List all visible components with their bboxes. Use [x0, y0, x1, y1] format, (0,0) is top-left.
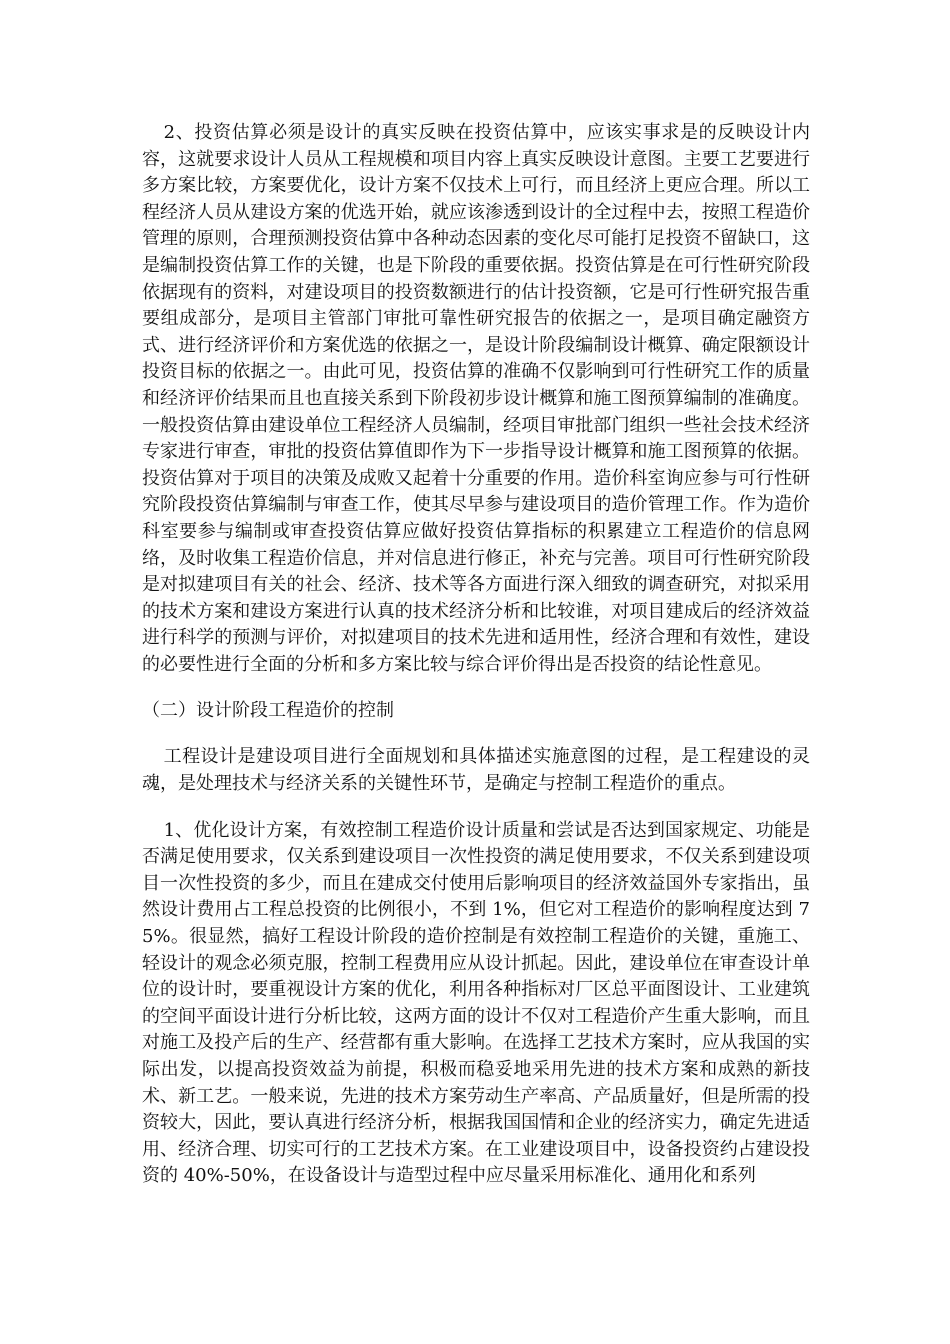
paragraph-optimize-design: 1、优化设计方案，有效控制工程造价设计质量和尝试是否达到国家规定、功能是否满足使用要求，仅关系到建设项目一次性投资的满足使用要求，不仅关系到建设项目一次性投资的多少，而且在建成交付使用后影响项目的经济效益国外专家指出，虽然设计费用占工程总投资的比例很小，不到 1%，但它对工程造价的影响程度达到 75%。很显然，搞好工程设计阶段的造价控制是有效控制工程造价的关键，重施工、轻设计的观念必须克服，控制工程费用应从设计抓起。因此，建设单位在审查设计单位的设计时，要重视设计方案的优化，利用各种指标对厂区总平面图设计、工业建筑的空间平面设计进行分析比较，这两方面的设计不仅对工程造价产生重大影响，而且对施工及投产后的生产、经营都有重大影响。在选择工艺技术方案时，应从我国的实际出发，以提高投资效益为前提，积极而稳妥地采用先进的技术方案和成熟的新技术、新工艺。一般来说，先进的技术方案劳动生产率高、产品质量好，但是所需的投资较大，因此，要认真进行经济分析，根据我国国情和企业的经济实力，确定先进适用、经济合理、切实可行的工艺技术方案。在工业建设项目中，设备投资约占建设投资的 40%-50%，在设备设计与造型过程中应尽量采用标准化、通用化和系列 — [142, 819, 810, 1187]
section-heading-design-stage: （二）设计阶段工程造价的控制 — [142, 700, 394, 722]
paragraph-gap — [142, 798, 810, 818]
paragraph-design-intro: 工程设计是建设项目进行全面规划和具体描述实施意图的过程，是工程建设的灵魂，是处理技术与经济关系的关键性环节，是确定与控制工程造价的重点。 — [142, 746, 810, 795]
paragraph-gap — [142, 678, 810, 698]
paragraph-gap — [142, 724, 810, 744]
paragraph-investment-estimate: 2、投资估算必须是设计的真实反映在投资估算中，应该实事求是的反映设计内容，这就要求设计人员从工程规模和项目内容上真实反映设计意图。主要工艺要进行多方案比较，方案要优化，设计方案不仅技术上可行，而且经济上更应合理。所以工程经济人员从建设方案的优选开始，就应该渗透到设计的全过程中去，按照工程造价管理的原则，合理预测投资估算中各种动态因素的变化尽可能打足投资不留缺口，这是编制投资估算工作的关键，也是下阶段的重要依据。投资估算是在可行性研究阶段依据现有的资料，对建设项目的投资数额进行的估计投资额，它是可行性研究报告重要组成部分，是项目主管部门审批可靠性研究报告的依据之一，是项目确定融资方式、进行经济评价和方案优选的依据之一，是设计阶段编制设计概算、确定限额设计投资目标的依据之一。由此可见，投资估算的准确不仅影响到可行性研究工作的质量和经济评价结果而且也直接关系到下阶段初步设计概算和施工图预算编制的准确度。一般投资估算由建设单位工程经济人员编制，经项目审批部门组织一些社会技术经济专家进行审查，审批的投资估算值即作为下一步指导设计概算和施工图预算的依据。投资估算对于项目的决策及成败又起着十分重要的作用。造价科室询应参与可行性研究阶段投资估算编制与审查工作，使其尽早参与建设项目的造价管理工作。作为造价科室要参与编制或审查投资估算应做好投资估算指标的积累建立工程造价的信息网络，及时收集工程造价信息，并对信息进行修正，补充与完善。项目可行性研究阶段是对拟建项目有关的社会、经济、技术等各方面进行深入细致的调查研究，对拟采用的技术方案和建设方案进行认真的技术经济分析和比较谁，对项目建成后的经济效益进行科学的预测与评价，对拟建项目的技术先进和适用性，经济合理和有效性，建设的必要性进行全面的分析和多方案比较与综合评价得出是否投资的结论性意见。 — [142, 122, 810, 675]
document-page — [142, 120, 810, 1190]
